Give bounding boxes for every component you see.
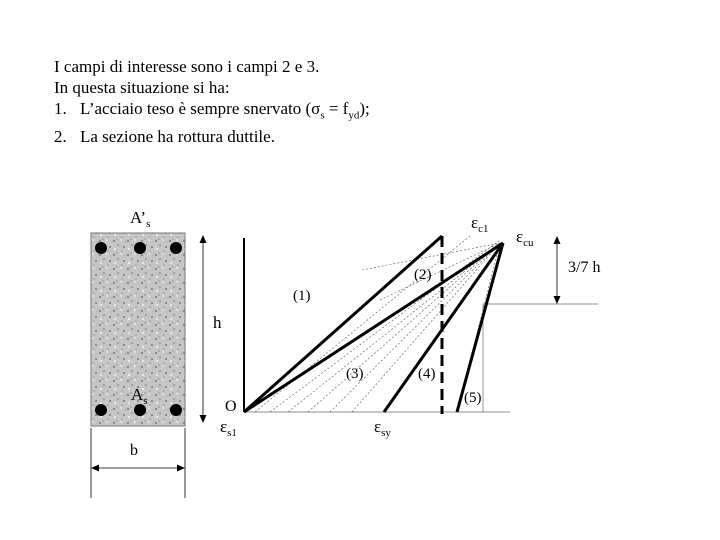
item-1-number: 1. xyxy=(54,99,67,118)
bottom-steel-label: $A_s$ xyxy=(131,385,148,407)
rebar-bottom-right xyxy=(170,404,182,416)
item-1-text-mid: = f xyxy=(324,99,349,118)
rebar-bottom-left xyxy=(95,404,107,416)
depth-arrow-top xyxy=(554,236,561,244)
field-label-4: (4) xyxy=(418,366,436,382)
width-label: b xyxy=(130,442,138,459)
item-1-text-post: ); xyxy=(359,99,370,118)
strain-profile-field-3 xyxy=(384,243,503,412)
field-label-1: (1) xyxy=(293,288,311,304)
field-label-2: (2) xyxy=(414,267,432,283)
depth-label: 3/7 h xyxy=(568,259,601,276)
intro-line-1: I campi di interesse sono i campi 2 e 3. xyxy=(54,57,320,76)
item-1-sub-s: s xyxy=(320,109,325,122)
depth-arrow-bottom xyxy=(554,296,561,304)
esy-label: $\varepsilon_{sy}$ xyxy=(374,417,391,439)
item-2-text: La sezione ha rottura duttile. xyxy=(80,127,275,147)
intro-line-2: In questa situazione si ha: xyxy=(54,78,230,97)
rebar-top-right xyxy=(170,242,182,254)
rebar-top-center xyxy=(134,242,146,254)
rebar-top-left xyxy=(95,242,107,254)
item-1-text-pre: L’acciaio teso è sempre snervato (σ xyxy=(80,99,321,118)
width-arrow-left xyxy=(91,465,99,472)
height-arrow-top xyxy=(200,235,207,243)
field-label-3: (3) xyxy=(346,366,364,382)
top-steel-label: $A’_s$ xyxy=(130,208,151,230)
ec1-label: $\varepsilon_{c1}$ xyxy=(471,213,489,235)
origin-label: O xyxy=(225,398,237,415)
strain-profile-field-1 xyxy=(244,236,442,412)
field-label-5: (5) xyxy=(464,390,482,406)
es1-label: $\varepsilon_{s1}$ xyxy=(220,417,237,439)
strain-diagram xyxy=(220,213,600,439)
height-arrow-bottom xyxy=(200,415,207,423)
ecu-label: $\varepsilon_{cu}$ xyxy=(516,227,534,249)
height-label: h xyxy=(213,313,222,332)
item-1-sub-yd: yd xyxy=(348,109,360,122)
width-arrow-right xyxy=(177,465,185,472)
item-2-number: 2. xyxy=(54,127,67,147)
cross-section xyxy=(91,208,222,498)
